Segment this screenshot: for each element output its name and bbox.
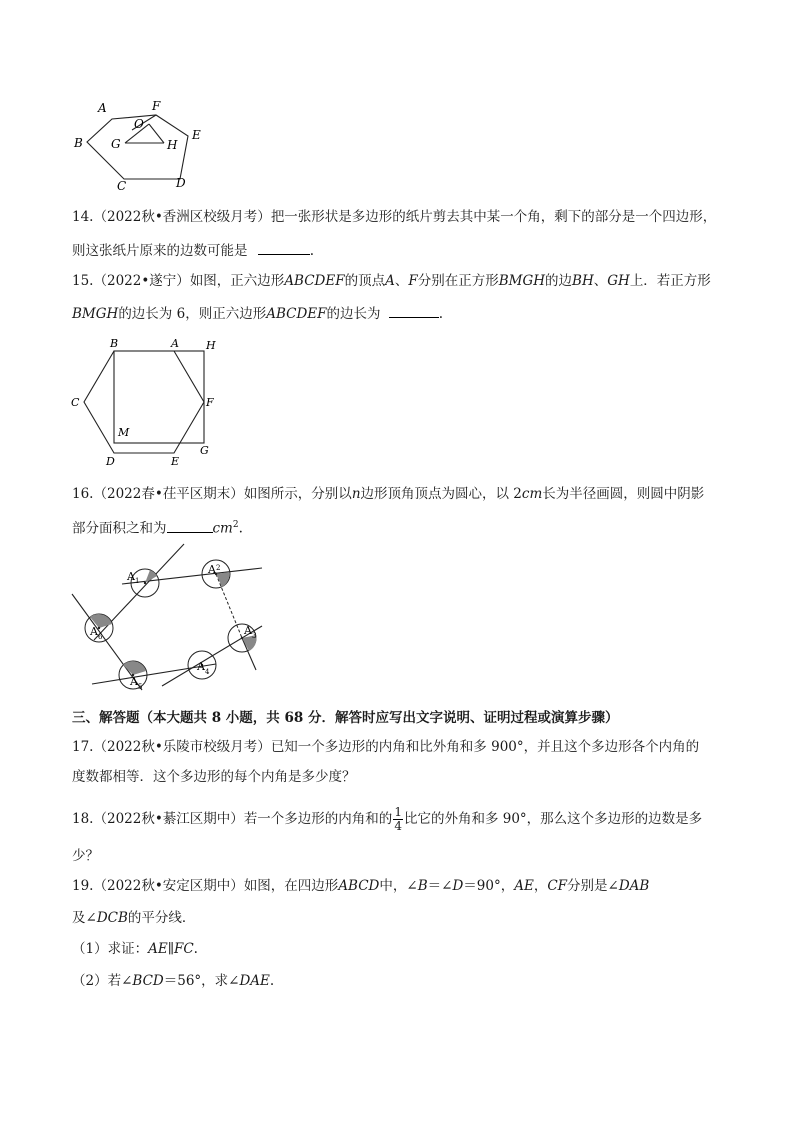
q14-line1: 把一张形状是多边形的纸片剪去其中某一个角，剩下的部分是一个四边形，	[270, 209, 717, 225]
fraction-one-quarter	[393, 806, 403, 833]
q16-variable-n: n	[351, 486, 361, 502]
q16-unit: cm	[521, 486, 543, 502]
q18-source: （2022秋•綦江区期中）	[93, 811, 244, 827]
q15-text: 的顶点	[344, 273, 386, 289]
label-F: F	[206, 396, 214, 409]
q16-unit: cm	[212, 520, 233, 537]
label-A5-sub: 5	[138, 683, 143, 691]
label-E: E	[192, 128, 201, 142]
q15-end: .	[438, 306, 444, 322]
q16-unit-exponent: 2	[232, 520, 239, 530]
figure-ngon-circles	[66, 540, 276, 700]
question-18	[72, 806, 732, 833]
q19-part2-text: （2）若∠	[72, 973, 133, 989]
label-B: B	[110, 337, 119, 350]
q19-angle: DAB	[618, 878, 650, 894]
q15-hexagon-name: ABCDEF	[266, 306, 327, 322]
q15-text: 、	[394, 273, 409, 289]
q19-segment: AE	[514, 878, 534, 894]
q14-line2: 则这张纸片原来的边数可能是	[72, 243, 248, 259]
q19-text: 的平分线．	[127, 910, 196, 926]
q15-side: BH	[572, 273, 594, 289]
q19-text: ＝56°，求∠	[163, 973, 240, 989]
label-A2-sub: 2	[216, 564, 221, 572]
q16-source: （2022春•茌平区期末）	[93, 486, 244, 502]
label-A3-sub: 3	[252, 632, 257, 640]
q16-text: 边形顶角顶点为圆心，以 2	[360, 486, 522, 502]
fraction-numerator: 1	[394, 805, 402, 819]
q19-text: .	[193, 941, 198, 957]
q19-segment: FC	[173, 941, 194, 957]
label-A5: A	[130, 675, 138, 688]
q17-number: 17.	[72, 739, 94, 755]
q19-quad-name: ABCD	[338, 878, 380, 894]
question-19-line2	[72, 908, 732, 928]
q18-text: 若一个多边形的内角和的	[243, 811, 393, 827]
side-line	[94, 544, 184, 640]
label-A1: A	[127, 570, 135, 583]
label-D: D	[176, 176, 186, 190]
section-heading: 三、解答题（本大题共 8 小题，共 68 分．解答时应写出文字说明、证明过程或演算步骤）	[72, 710, 619, 726]
q19-number: 19.	[72, 878, 94, 894]
q19-segment: AE	[148, 941, 168, 957]
label-A: A	[171, 337, 179, 350]
figure-hexagon-square	[66, 334, 226, 470]
answer-blank[interactable]	[167, 518, 213, 533]
question-18-line2	[72, 846, 732, 866]
question-19	[72, 876, 732, 896]
label-A4-sub: 4	[205, 668, 210, 676]
q19-angle: BCD	[132, 973, 164, 989]
label-F: F	[152, 99, 161, 113]
q19-text: ＝90°，	[463, 878, 515, 894]
q19-text: 如图，在四边形	[243, 878, 339, 894]
question-16-line2	[72, 515, 732, 539]
question-15	[72, 271, 732, 291]
q18-number: 18.	[72, 811, 94, 827]
q15-text: 分别在正方形	[417, 273, 499, 289]
parallel-symbol: ∥	[167, 941, 174, 957]
label-A4: A	[197, 660, 205, 673]
q19-source: （2022秋•安定区期中）	[93, 878, 244, 894]
question-19-part1	[72, 939, 732, 959]
question-16	[72, 484, 732, 504]
label-A1-sub: 1	[135, 577, 140, 585]
q19-text: ，	[533, 878, 548, 894]
label-A: A	[98, 101, 107, 115]
question-19-part2	[72, 971, 732, 991]
q19-text: 及∠	[72, 910, 97, 926]
q19-angle: B	[417, 878, 428, 894]
q15-source: （2022•遂宁）	[93, 273, 190, 289]
label-H: H	[167, 138, 178, 152]
q14-number: 14.	[72, 209, 94, 225]
q15-square-name: BMGH	[72, 306, 119, 322]
label-O: O	[134, 117, 144, 131]
label-M: M	[118, 426, 130, 439]
segment-OH	[149, 124, 164, 143]
q15-text: 上．若正方形	[629, 273, 711, 289]
vertex-dot	[144, 582, 146, 584]
q15-point: F	[408, 273, 418, 289]
q15-text: 、	[593, 273, 608, 289]
answer-blank[interactable]	[258, 240, 310, 255]
q15-square-name: BMGH	[498, 273, 546, 289]
q19-text: 中，∠	[379, 878, 418, 894]
q19-segment: CF	[547, 878, 568, 894]
question-15-line2	[72, 303, 732, 324]
q16-end: .	[238, 520, 243, 537]
q19-angle: DAE	[239, 973, 270, 989]
q15-side: GH	[607, 273, 630, 289]
label-C: C	[71, 396, 80, 409]
q19-angle: DCB	[96, 910, 128, 926]
q16-text: 如图所示，分别以	[243, 486, 352, 502]
question-17-line2	[72, 767, 732, 787]
shaded-sector	[123, 661, 146, 675]
label-H: H	[206, 339, 216, 352]
vertex-dot	[98, 627, 100, 629]
q14-end: .	[309, 243, 315, 259]
label-A2: A	[208, 563, 216, 576]
label-E: E	[171, 455, 180, 468]
q18-text: 少？	[72, 848, 99, 864]
q15-text: 的边长为 6，则正六边形	[118, 306, 267, 322]
question-17	[72, 737, 732, 757]
label-A3: A	[244, 624, 252, 637]
label-G: G	[111, 137, 121, 151]
q17-text: 已知一个多边形的内角和比外角和多 900°，并且这个多边形各个内角的	[270, 739, 700, 755]
q15-text: 的边	[545, 273, 573, 289]
q15-point: A	[385, 273, 395, 289]
q16-text: 部分面积之和为	[72, 520, 167, 537]
figure-pentagon	[70, 96, 220, 196]
q19-text: ＝∠	[427, 878, 453, 894]
question-14	[72, 207, 732, 227]
question-14-line2	[72, 240, 732, 261]
q16-number: 16.	[72, 486, 94, 502]
label-A6: A	[90, 625, 98, 638]
q19-part1-text: （1）求证：	[72, 941, 149, 957]
answer-blank[interactable]	[389, 303, 439, 318]
q17-source: （2022秋•乐陵市校级月考）	[93, 739, 271, 755]
q16-text: 长为半径画圆，则圆中阴影	[542, 486, 705, 502]
label-G: G	[200, 444, 209, 457]
q19-angle: D	[452, 878, 464, 894]
q15-hexagon-name: ABCDEF	[284, 273, 345, 289]
q14-source: （2022秋•香洲区校级月考）	[93, 209, 271, 225]
hexagon-ABCDEF	[84, 351, 204, 453]
label-B: B	[74, 136, 83, 150]
label-A6-sub: 6	[98, 633, 103, 641]
fraction-denominator: 4	[394, 819, 402, 833]
vertex-dot	[241, 637, 243, 639]
side-line	[122, 568, 262, 584]
q15-text: 如图，正六边形	[189, 273, 285, 289]
q15-number: 15.	[72, 273, 94, 289]
q15-text: 的边长为	[326, 306, 381, 322]
q18-text: 比它的外角和多 90°，那么这个多边形的边数是多	[403, 811, 703, 827]
q19-text: .	[269, 973, 275, 989]
q19-text: 分别是∠	[567, 878, 619, 894]
label-D: D	[106, 455, 115, 468]
label-C: C	[117, 179, 127, 193]
dashed-side	[216, 574, 242, 638]
q17-text: 度数都相等．这个多边形的每个内角是多少度？	[72, 769, 356, 785]
